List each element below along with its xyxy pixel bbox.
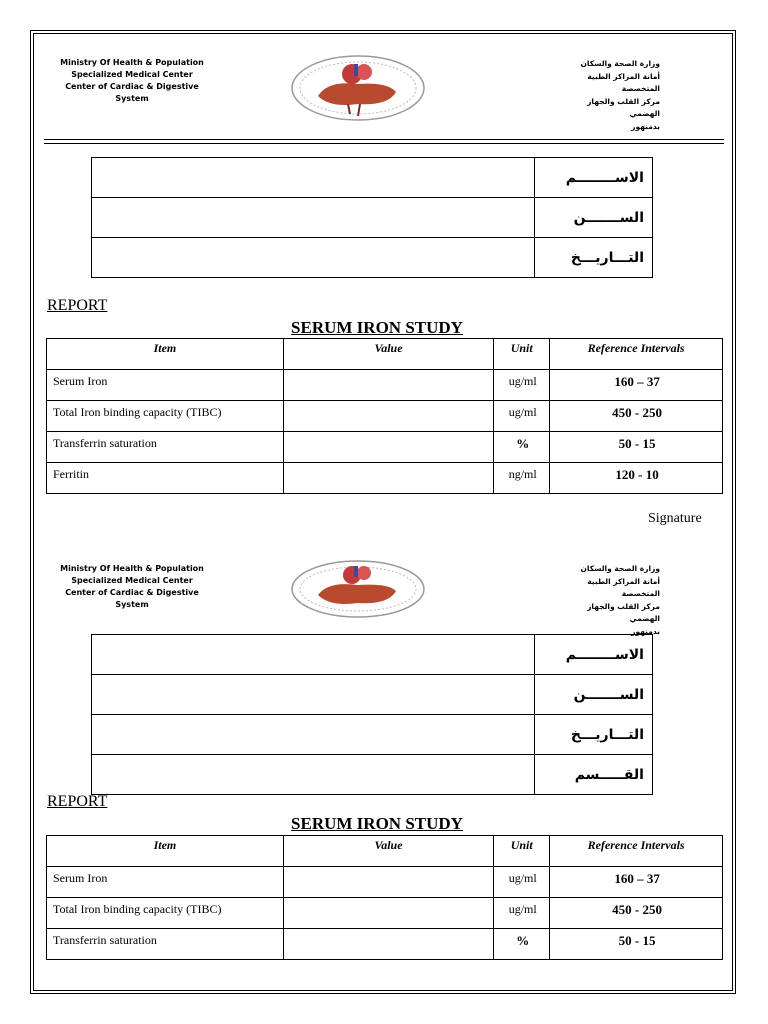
row-ref: 450 - 250 bbox=[550, 401, 723, 432]
patient-date-field[interactable] bbox=[92, 715, 535, 755]
results-header-row bbox=[47, 836, 723, 867]
table-row bbox=[47, 867, 723, 898]
signature-label: Signature bbox=[648, 511, 702, 526]
row-ref: 50 - 15 bbox=[550, 929, 723, 960]
header-en-line: Specialized Medical Center bbox=[71, 70, 193, 79]
patient-row-date bbox=[92, 715, 653, 755]
heart-liver-emblem-icon bbox=[288, 52, 428, 124]
patient-date-label: التـــاريـــخ bbox=[534, 238, 652, 278]
study-title: SERUM IRON STUDY bbox=[291, 814, 463, 833]
ministry-header-en bbox=[52, 57, 212, 105]
patient-department-label: القـــــسم bbox=[534, 755, 652, 795]
row-unit: % bbox=[494, 432, 550, 463]
report-label: REPORT bbox=[47, 793, 108, 810]
patient-info-table bbox=[91, 157, 653, 278]
header-ar-line: أمانة المراكز الطبية المتخصصة bbox=[587, 576, 660, 598]
table-row bbox=[47, 401, 723, 432]
header-ref: Reference Intervals bbox=[550, 836, 723, 867]
patient-name-field[interactable] bbox=[92, 158, 535, 198]
header-value: Value bbox=[283, 339, 493, 370]
row-unit: ug/ml bbox=[494, 401, 550, 432]
patient-row-date bbox=[92, 238, 653, 278]
row-value[interactable] bbox=[283, 432, 493, 463]
row-item: Serum Iron bbox=[47, 370, 284, 401]
header-value: Value bbox=[283, 836, 493, 867]
header-ar-line: بدمنهور bbox=[631, 121, 660, 131]
patient-row-department bbox=[92, 755, 653, 795]
ministry-header-ar bbox=[560, 58, 660, 133]
row-item: Total Iron binding capacity (TIBC) bbox=[47, 898, 284, 929]
patient-name-field[interactable] bbox=[92, 635, 535, 675]
row-unit: % bbox=[494, 929, 550, 960]
header-ar-line: وزارة الصحة والسكان bbox=[580, 59, 660, 68]
row-value[interactable] bbox=[283, 898, 493, 929]
header-unit: Unit bbox=[494, 339, 550, 370]
results-table bbox=[46, 338, 723, 494]
table-row bbox=[47, 898, 723, 929]
header-en-line: Center of Cardiac & Digestive bbox=[65, 588, 199, 597]
patient-date-field[interactable] bbox=[92, 238, 535, 278]
header-en-line: Center of Cardiac & Digestive bbox=[65, 82, 199, 91]
header-ar-line: وزارة الصحة والسكان bbox=[580, 564, 660, 573]
results-header-row bbox=[47, 339, 723, 370]
row-value[interactable] bbox=[283, 867, 493, 898]
header-en-line: Ministry Of Health & Population bbox=[60, 564, 204, 573]
row-value[interactable] bbox=[283, 929, 493, 960]
header-divider bbox=[44, 143, 724, 144]
row-item: Ferritin bbox=[47, 463, 284, 494]
ministry-header-en bbox=[52, 563, 212, 611]
header-ref: Reference Intervals bbox=[550, 339, 723, 370]
patient-age-field[interactable] bbox=[92, 675, 535, 715]
patient-row-name bbox=[92, 158, 653, 198]
row-ref: 160 – 37 bbox=[550, 370, 723, 401]
results-table bbox=[46, 835, 723, 960]
header-en-line: Specialized Medical Center bbox=[71, 576, 193, 585]
row-value[interactable] bbox=[283, 463, 493, 494]
row-ref: 160 – 37 bbox=[550, 867, 723, 898]
header-item: Item bbox=[47, 339, 284, 370]
patient-age-field[interactable] bbox=[92, 198, 535, 238]
row-ref: 450 - 250 bbox=[550, 898, 723, 929]
patient-age-label: الســـــــن bbox=[534, 198, 652, 238]
study-title: SERUM IRON STUDY bbox=[291, 318, 463, 337]
ministry-header-ar bbox=[560, 563, 660, 638]
patient-row-age bbox=[92, 198, 653, 238]
patient-age-label: الســـــــن bbox=[534, 675, 652, 715]
header-item: Item bbox=[47, 836, 284, 867]
row-unit: ug/ml bbox=[494, 370, 550, 401]
row-unit: ng/ml bbox=[494, 463, 550, 494]
header-ar-line: مركز القلب والجهاز الهضمي bbox=[587, 601, 660, 623]
header-en-line: System bbox=[115, 94, 149, 103]
patient-row-age bbox=[92, 675, 653, 715]
row-item: Transferrin saturation bbox=[47, 929, 284, 960]
table-row bbox=[47, 929, 723, 960]
row-ref: 120 - 10 bbox=[550, 463, 723, 494]
row-value[interactable] bbox=[283, 370, 493, 401]
patient-row-name bbox=[92, 635, 653, 675]
row-item: Serum Iron bbox=[47, 867, 284, 898]
row-value[interactable] bbox=[283, 401, 493, 432]
row-unit: ug/ml bbox=[494, 898, 550, 929]
patient-name-label: الاســــــــم bbox=[534, 158, 652, 198]
report-label: REPORT bbox=[47, 297, 108, 314]
table-row bbox=[47, 432, 723, 463]
header-ar-line: بدمنهور bbox=[631, 626, 660, 636]
patient-name-label: الاســــــــم bbox=[534, 635, 652, 675]
header-unit: Unit bbox=[494, 836, 550, 867]
heart-liver-emblem-icon bbox=[288, 553, 428, 625]
header-divider bbox=[44, 139, 724, 140]
row-ref: 50 - 15 bbox=[550, 432, 723, 463]
header-en-line: Ministry Of Health & Population bbox=[60, 58, 204, 67]
row-unit: ug/ml bbox=[494, 867, 550, 898]
patient-department-field[interactable] bbox=[92, 755, 535, 795]
table-row bbox=[47, 463, 723, 494]
patient-info-table bbox=[91, 634, 653, 795]
table-row bbox=[47, 370, 723, 401]
header-en-line: System bbox=[115, 600, 149, 609]
patient-date-label: التـــاريـــخ bbox=[534, 715, 652, 755]
header-ar-line: مركز القلب والجهاز الهضمي bbox=[587, 96, 660, 118]
row-item: Transferrin saturation bbox=[47, 432, 284, 463]
row-item: Total Iron binding capacity (TIBC) bbox=[47, 401, 284, 432]
header-ar-line: أمانة المراكز الطبية المتخصصة bbox=[587, 71, 660, 93]
